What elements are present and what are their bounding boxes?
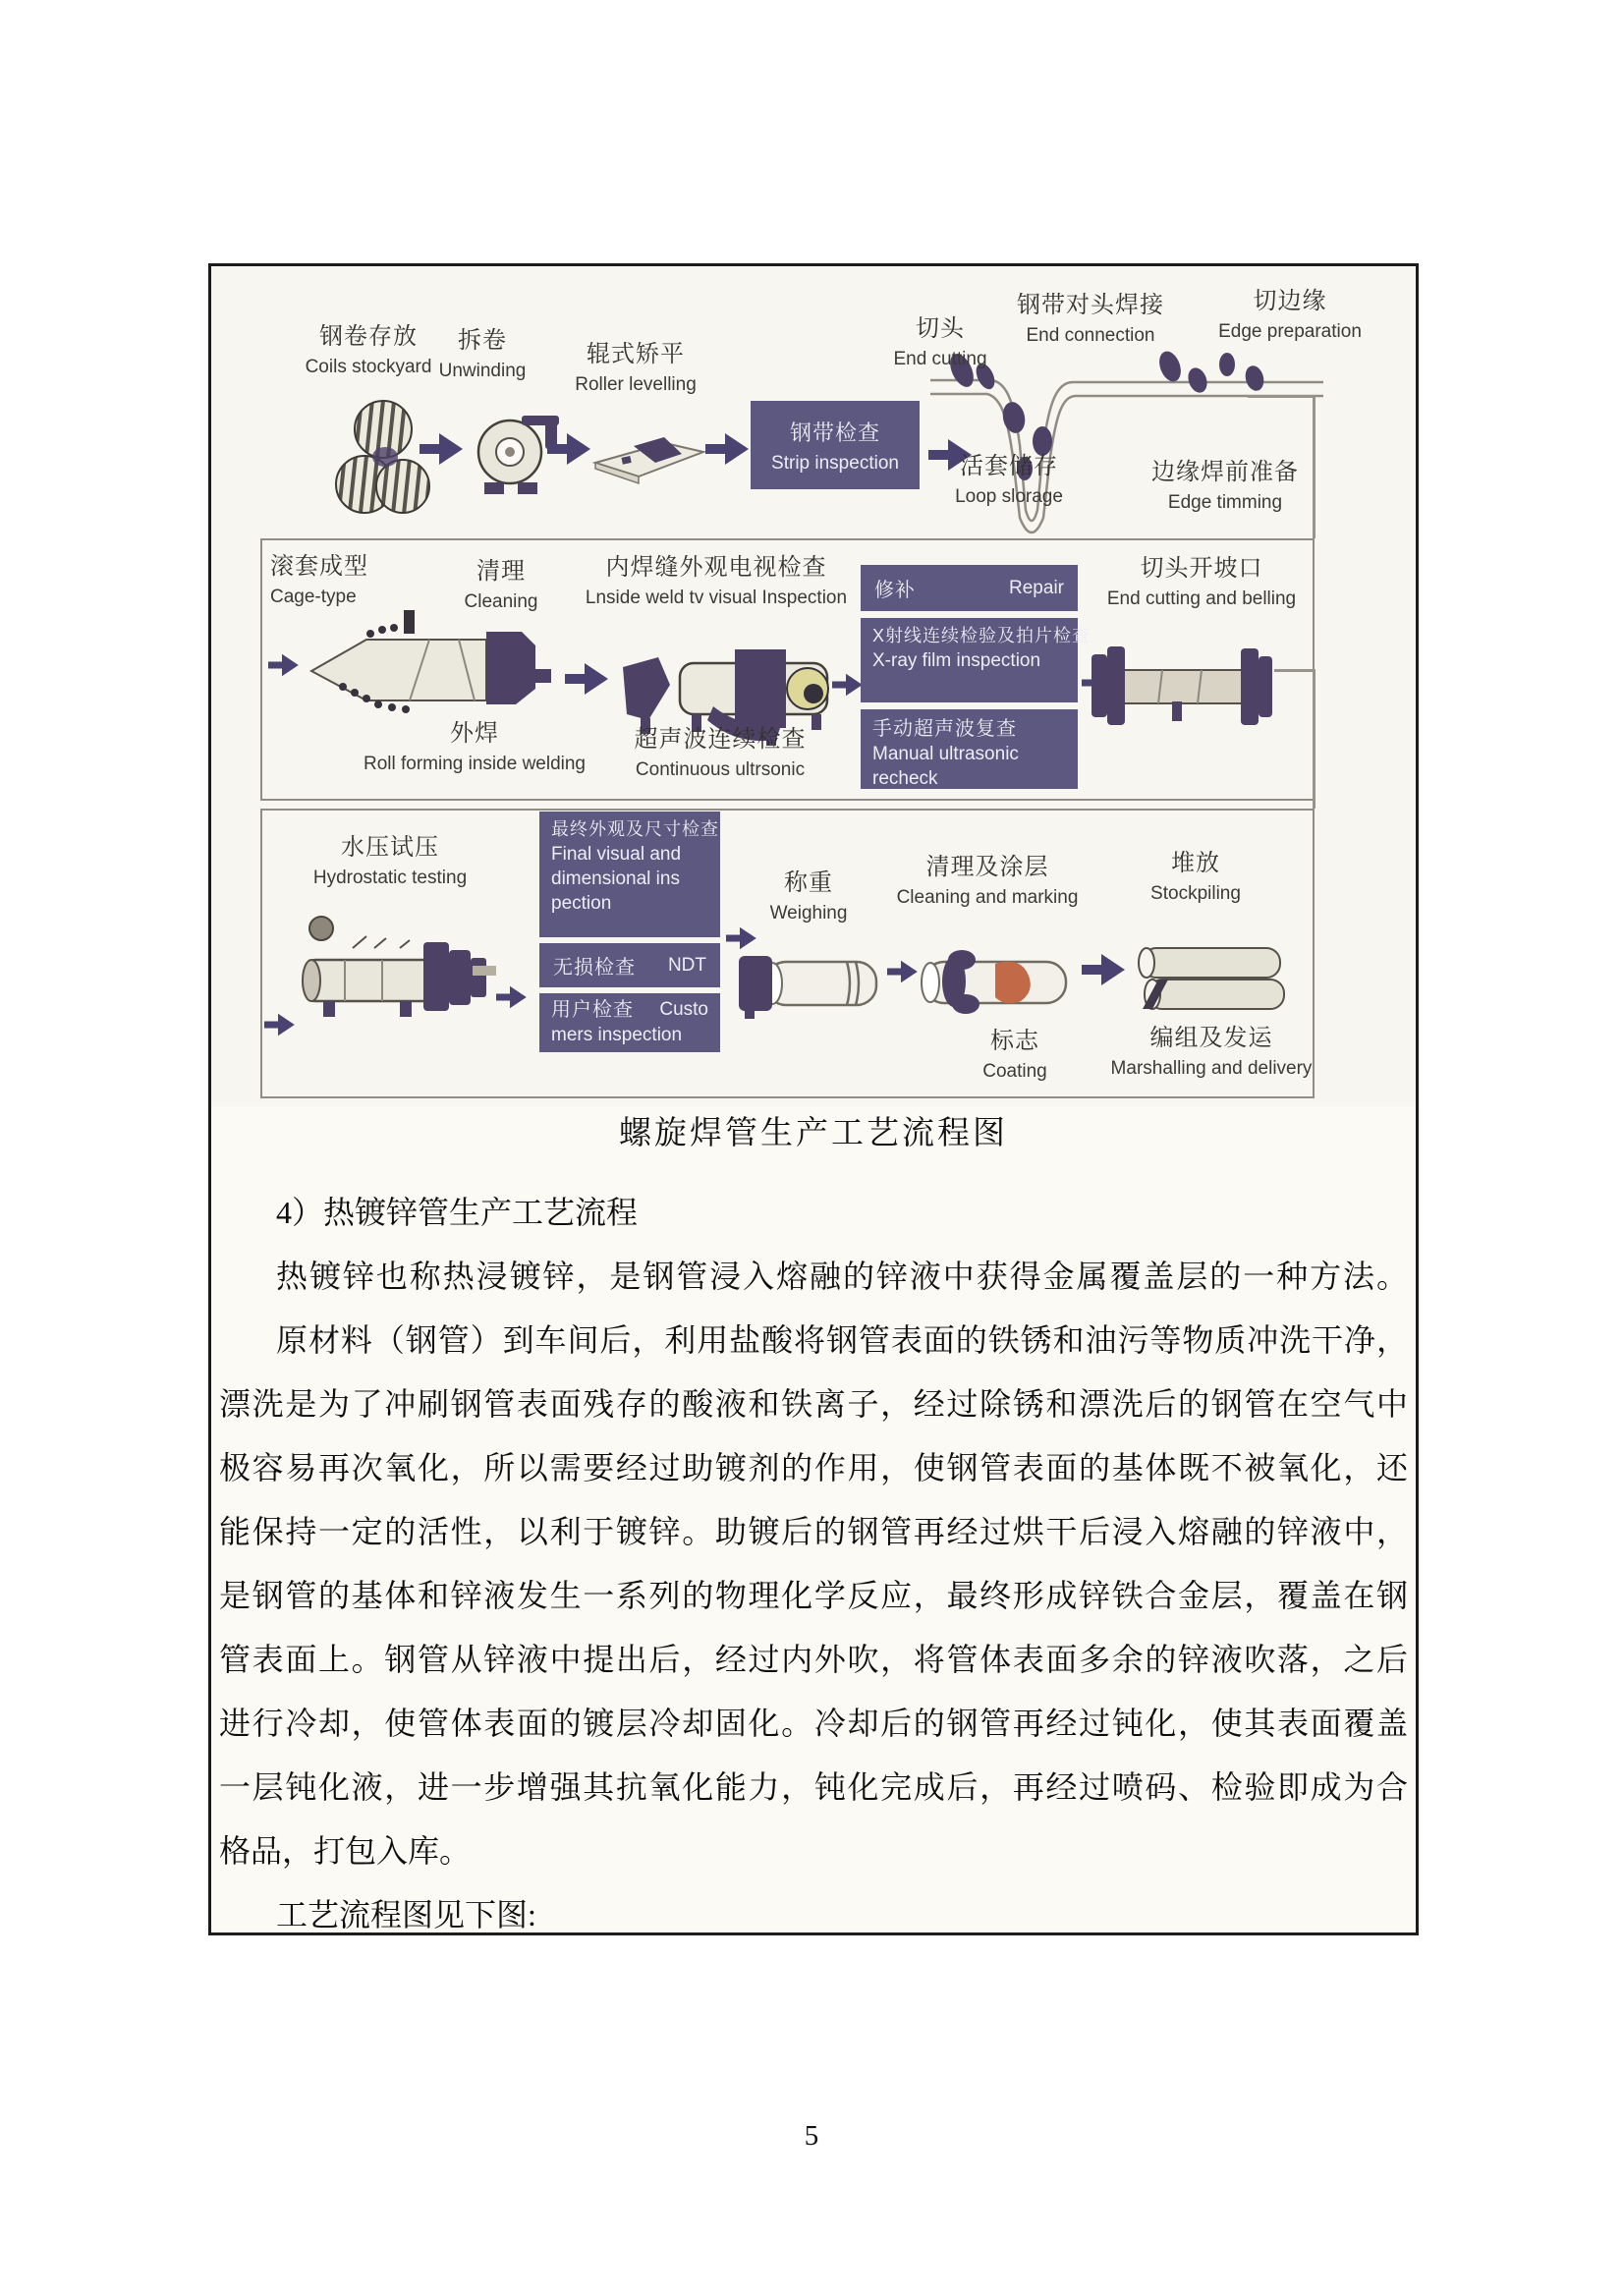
station-label-en: Cage-type xyxy=(270,586,357,607)
station-label-zh: 水压试压 xyxy=(340,834,439,861)
flow-arrow xyxy=(1082,954,1125,985)
station-label-en: pection xyxy=(551,892,612,914)
strip-inspection-box xyxy=(751,401,920,489)
station-label-zh: 标志 xyxy=(990,1028,1039,1054)
station-label-zh: 边缘焊前准备 xyxy=(1151,459,1299,485)
station-label-en: Unwinding xyxy=(438,360,527,381)
station-label-zh: X射线连续检验及拍片检查 xyxy=(872,626,1091,645)
station-label-en: mers inspection xyxy=(551,1025,683,1046)
station-label-zh: 切头 xyxy=(915,315,965,342)
forming-machine-icon xyxy=(309,610,555,733)
station-label-en: Marshalling and delivery xyxy=(1110,1057,1313,1079)
flow-arrow xyxy=(565,663,608,695)
paragraph-line: 管表面上。钢管从锌液中提出后，经过内外吹，将管体表面多余的锌液吹落，之后 xyxy=(219,1642,1408,1677)
paragraph-line: 热镀锌也称热浸镀锌，是钢管浸入熔融的锌液中获得金属覆盖层的一种方法。 xyxy=(276,1259,1408,1294)
station-label-zh: 钢卷存放 xyxy=(318,323,418,350)
station-edge-trimming xyxy=(1151,459,1299,513)
section-heading: 4）热镀锌管生产工艺流程 xyxy=(276,1195,639,1230)
station-label-en: Hydrostatic testing xyxy=(312,867,468,888)
station-label-en: Edge preparation xyxy=(1218,320,1362,342)
station-roller-levelling xyxy=(575,341,697,395)
process-flow-diagram xyxy=(211,266,1416,1106)
station-label-zh: 称重 xyxy=(784,869,833,896)
station-label-en: End connection xyxy=(1026,324,1155,346)
station-label-zh: 内焊缝外观电视检查 xyxy=(605,554,827,581)
connector-line xyxy=(1313,395,1315,538)
paragraph-line: 原材料（钢管）到车间后，利用盐酸将钢管表面的铁锈和油污等物质冲洗干净， xyxy=(276,1322,1408,1358)
station-label-en: Manual ultrasonic xyxy=(872,744,1019,765)
repair-box xyxy=(861,565,1078,611)
station-label-en: Repair xyxy=(1009,577,1064,598)
flow-arrow xyxy=(264,1014,295,1036)
station-label-zh: 滚套成型 xyxy=(270,553,368,580)
station-label-zh: 活套储存 xyxy=(960,453,1058,479)
station-label-en: Custo xyxy=(659,999,708,1020)
station-end-cutting xyxy=(893,315,986,369)
station-label-zh: 修补 xyxy=(874,580,916,601)
station-end-connection xyxy=(1017,292,1164,346)
station-label-zh: 超声波连续检查 xyxy=(634,726,807,753)
paragraph-line: 极容易再次氧化，所以需要经过助镀剂的作用，使钢管表面的基体既不被氧化，还 xyxy=(219,1450,1408,1485)
weighing-pipe-icon xyxy=(737,944,884,1028)
station-weighing xyxy=(770,869,848,924)
ndt-box xyxy=(539,943,720,987)
paragraph-line: 一层钝化液，进一步增强其抗氧化能力，钝化完成后，再经过喷码、检验即成为合 xyxy=(219,1769,1408,1805)
station-label-en: Edge timming xyxy=(1167,491,1283,513)
station-label-en: Strip inspection xyxy=(771,452,899,474)
station-label-en: Lnside weld tv visual Inspection xyxy=(585,587,848,608)
station-marshalling xyxy=(1111,1025,1313,1079)
coated-pipe-icon xyxy=(911,942,1073,1026)
end-cut-machine-icon xyxy=(1086,644,1277,728)
hydrostatic-tester-icon xyxy=(294,907,500,1039)
closing-line: 工艺流程图见下图: xyxy=(276,1897,536,1932)
station-label-en: X-ray film inspection xyxy=(872,649,1041,671)
flow-arrow xyxy=(832,674,863,696)
station-label-en: Loop slorage xyxy=(955,485,1063,507)
station-cleaning-marking xyxy=(897,854,1079,908)
station-label-en: NDT xyxy=(667,954,706,976)
station-hydrostatic-testing xyxy=(313,834,467,888)
station-cage-type xyxy=(270,553,368,607)
flow-arrow xyxy=(268,654,299,676)
station-roll-forming xyxy=(364,720,586,774)
body-text xyxy=(219,1181,1408,1947)
xray-inspection-box xyxy=(861,618,1091,702)
station-label-zh: 最终外观及尺寸检查 xyxy=(551,819,719,839)
flow-arrow xyxy=(496,986,527,1008)
station-label-en: recheck xyxy=(872,768,938,790)
station-label-zh: 编组及发运 xyxy=(1149,1025,1273,1051)
station-label-zh: 手动超声波复查 xyxy=(872,718,1017,740)
station-coating xyxy=(982,1028,1047,1082)
station-label-en: Coils stockyard xyxy=(305,356,432,377)
paragraph-line: 进行冷却，使管体表面的镀层冷却固化。冷却后的钢管再经过钝化，使其表面覆盖 xyxy=(219,1706,1408,1741)
station-label-en: Coating xyxy=(982,1060,1047,1082)
station-label-en: Final visual and xyxy=(551,843,682,865)
stacked-pipes-icon xyxy=(1135,934,1292,1023)
page-number: 5 xyxy=(804,2120,819,2152)
station-label-zh: 切边缘 xyxy=(1253,288,1327,314)
station-label-zh: 堆放 xyxy=(1170,850,1220,876)
paragraph-line: 漂洗是为了冲刷钢管表面残存的酸液和铁离子，经过除锈和漂洗后的钢管在空气中 xyxy=(219,1386,1408,1422)
station-label-en: Cleaning xyxy=(464,590,538,612)
final-inspection-box xyxy=(539,812,720,937)
station-label-zh: 切头开坡口 xyxy=(1140,555,1263,582)
station-label-en: Continuous ultrsonic xyxy=(635,758,806,780)
station-label-en: Weighing xyxy=(769,902,848,924)
station-label-en: Roller levelling xyxy=(575,373,697,395)
station-label-en: Stockpiling xyxy=(1150,882,1241,904)
station-stockpiling xyxy=(1150,850,1241,904)
station-label-en: dimensional ins xyxy=(551,868,680,889)
connector-line xyxy=(1313,669,1315,809)
station-label-zh: 清理 xyxy=(476,558,526,585)
table-cell-border xyxy=(208,263,1419,1935)
station-label-zh: 钢带对头焊接 xyxy=(1017,292,1164,318)
station-label-zh: 无损检查 xyxy=(553,957,636,979)
station-coils-stockyard xyxy=(306,323,432,377)
station-end-cut-belling xyxy=(1107,555,1296,609)
paragraph-line: 是钢管的基体和锌液发生一系列的物理化学反应，最终形成锌铁合金层，覆盖在钢 xyxy=(219,1578,1408,1613)
customers-inspection-box xyxy=(539,993,720,1052)
connector-line xyxy=(1248,395,1315,398)
figure-caption: 螺旋焊管生产工艺流程图 xyxy=(619,1116,1008,1151)
station-label-en: Cleaning and marking xyxy=(896,886,1079,908)
station-cleaning xyxy=(465,558,538,612)
station-unwinding xyxy=(439,327,527,381)
station-label-zh: 用户检查 xyxy=(551,999,634,1021)
flow-arrow xyxy=(420,433,463,465)
station-continuous-ultrasonic xyxy=(635,726,807,780)
steel-coils-icon xyxy=(334,398,432,521)
station-edge-preparation xyxy=(1218,288,1362,342)
leveller-icon xyxy=(592,423,705,492)
station-label-zh: 辊式矫平 xyxy=(587,341,685,367)
station-label-en: End cutting xyxy=(893,348,987,369)
flow-arrow xyxy=(547,433,590,465)
paragraph-line: 能保持一定的活性，以利于镀锌。助镀后的钢管再经过烘干后浸入熔融的锌液中， xyxy=(219,1514,1408,1549)
station-label-zh: 拆卷 xyxy=(457,327,507,354)
station-loop-storage xyxy=(955,453,1063,507)
station-label-en: End cutting and belling xyxy=(1106,588,1297,609)
flow-arrow xyxy=(705,433,749,465)
station-label-zh: 清理及涂层 xyxy=(925,854,1049,880)
station-label-zh: 外焊 xyxy=(450,720,499,747)
station-inside-weld-tv xyxy=(586,554,847,608)
station-label-en: Roll forming inside welding xyxy=(364,753,586,774)
station-label-zh: 钢带检查 xyxy=(789,420,880,445)
paragraph-line: 格品，打包入库。 xyxy=(219,1833,472,1869)
connector-line xyxy=(1274,669,1315,672)
manual-ultrasonic-box xyxy=(861,709,1078,789)
